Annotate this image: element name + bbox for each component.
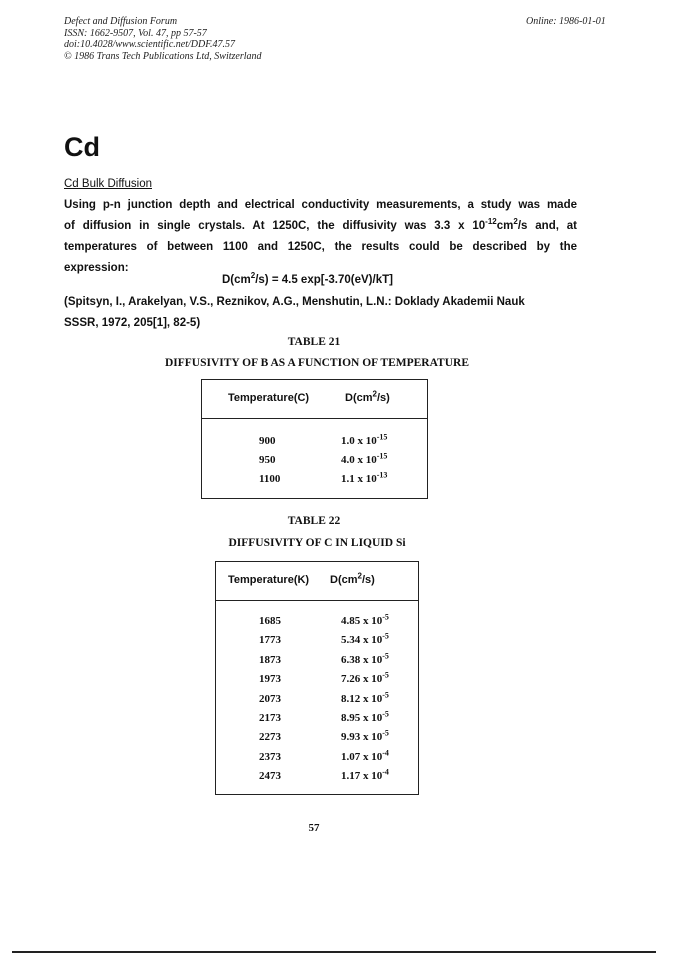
diffusivity-mantissa: 4.0 x 10: [341, 454, 377, 466]
diffusivity-exponent: -15: [376, 432, 388, 442]
body-line-2-a: of diffusion in single crystals. At 1250C, the diffusivity was 3.3 x 10: [64, 220, 486, 232]
table21-col-d-exp: 2: [372, 389, 377, 399]
table-cell-temperature: 2073: [259, 692, 281, 705]
diffusivity-exponent: -5: [382, 631, 389, 641]
page-number: 57: [308, 822, 320, 834]
equation-exp: 2: [250, 271, 256, 281]
table22-col-diffusivity: [330, 571, 375, 586]
diffusivity-mantissa: 8.95 x 10: [341, 712, 383, 724]
table21-col-d-b: /s): [376, 392, 390, 404]
table-cell-diffusivity: [341, 670, 389, 686]
table-cell-diffusivity: [341, 748, 389, 763]
table-cell-temperature: 1685: [259, 615, 281, 627]
reference-line-1: (Spitsyn, I., Arakelyan, V.S., Reznikov, A.G., Menshutin, L.N.: Doklady Akademii Nauk: [64, 296, 525, 308]
body-paragraph: [64, 195, 577, 279]
table-cell-diffusivity: [341, 689, 389, 705]
body-line-2-c: /s and, at: [517, 220, 577, 232]
table-cell-temperature: 1773: [259, 634, 281, 647]
copyright-line: © 1986 Trans Tech Publications Ltd, Switzerland: [64, 50, 262, 62]
diffusivity-mantissa: 1.1 x 10: [341, 473, 377, 485]
table-cell-temperature: 1100: [259, 473, 281, 485]
table22-header: [216, 562, 418, 601]
table21-col-d-a: D(cm: [345, 392, 373, 404]
diffusivity-mantissa: 1.0 x 10: [341, 435, 377, 447]
table-cell-diffusivity: [341, 728, 389, 744]
body-line-4: expression:: [64, 262, 129, 274]
table22-col-temperature: Temperature(K): [228, 574, 310, 586]
body-line-2: [64, 216, 577, 237]
table21-label: TABLE 21: [287, 336, 341, 348]
bottom-rule: [12, 951, 656, 953]
body-line-1: Using p-n junction depth and electrical conductivity measurements, a study was made: [64, 199, 577, 211]
table-cell-diffusivity: [341, 470, 388, 485]
equation-b: /s) = 4.5 exp[-3.70(eV)/kT]: [255, 274, 393, 286]
diffusivity-mantissa: 1.17 x 10: [341, 770, 383, 783]
table-cell-temperature: 1973: [259, 673, 281, 686]
table22: [215, 561, 419, 795]
reference-line-2: SSSR, 1972, 205[1], 82-5): [64, 317, 201, 329]
diffusivity-mantissa: 1.07 x 10: [341, 750, 383, 763]
table22-label: TABLE 22: [287, 515, 341, 527]
diffusivity-exponent: -5: [382, 689, 389, 699]
table21-col-temperature: Temperature(C): [228, 392, 310, 404]
diffusivity-exponent: -4: [382, 767, 389, 777]
equation: [222, 270, 393, 291]
body-line-3: temperatures of between 1100 and 1250C, the results could be described by the: [64, 241, 577, 253]
table-cell-temperature: 1873: [259, 653, 281, 666]
diffusivity-exponent: -5: [382, 670, 389, 680]
table22-caption: DIFFUSIVITY OF C IN LIQUID Si: [228, 537, 406, 549]
table-cell-temperature: 950: [259, 454, 276, 466]
diffusivity-mantissa: 9.93 x 10: [341, 731, 383, 744]
table-cell-temperature: 2473: [259, 770, 281, 783]
table-cell-temperature: 2373: [259, 750, 281, 763]
diffusivity-mantissa: 4.85 x 10: [341, 615, 383, 627]
table21-header: [202, 380, 427, 419]
diffusivity-exponent: -13: [376, 470, 388, 480]
table-cell-diffusivity: [341, 432, 388, 447]
table-cell-diffusivity: [341, 451, 388, 466]
table21-caption: DIFFUSIVITY OF B AS A FUNCTION OF TEMPERATURE: [164, 357, 470, 369]
table-cell-temperature: 900: [259, 435, 276, 447]
journal-name: Defect and Diffusion Forum: [64, 16, 178, 27]
table-cell-temperature: 2273: [259, 731, 281, 744]
table21: [201, 379, 428, 499]
table-cell-diffusivity: [341, 651, 389, 666]
table22-col-d-a: D(cm: [330, 574, 358, 586]
diffusivity-exponent: -15: [376, 451, 388, 461]
doi-line: doi:10.4028/www.scientific.net/DDF.47.57: [64, 39, 236, 50]
table-cell-diffusivity: [341, 767, 389, 783]
section-heading: Cd Bulk Diffusion: [64, 178, 152, 190]
diffusivity-exponent: -4: [382, 748, 389, 758]
diffusivity-mantissa: 5.34 x 10: [341, 634, 383, 647]
issn-line: ISSN: 1662-9507, Vol. 47, pp 57-57: [64, 27, 207, 39]
table-cell-diffusivity: [341, 709, 389, 724]
table22-col-d-b: /s): [361, 574, 375, 586]
equation-a: D(cm: [222, 274, 251, 286]
reference: [64, 292, 577, 334]
table-cell-temperature: 2173: [259, 712, 281, 724]
table21-col-diffusivity: [345, 389, 390, 404]
diffusivity-mantissa: 6.38 x 10: [341, 653, 383, 666]
body-exp-2: 2: [513, 217, 518, 227]
diffusivity-mantissa: 8.12 x 10: [341, 692, 383, 705]
diffusivity-exponent: -5: [382, 728, 389, 738]
diffusivity-exponent: -5: [382, 709, 389, 719]
diffusivity-mantissa: 7.26 x 10: [341, 673, 383, 686]
online-date: Online: 1986-01-01: [526, 16, 606, 27]
body-line-2-b: cm: [496, 220, 514, 232]
diffusivity-exponent: -5: [382, 651, 389, 661]
page-title: Cd: [64, 132, 100, 162]
body-exp-1: -12: [485, 217, 497, 227]
table22-col-d-exp: 2: [357, 571, 362, 581]
table-cell-diffusivity: [341, 631, 389, 647]
journal-header: [64, 16, 262, 62]
diffusivity-exponent: -5: [382, 612, 389, 622]
table-cell-diffusivity: [341, 612, 389, 627]
